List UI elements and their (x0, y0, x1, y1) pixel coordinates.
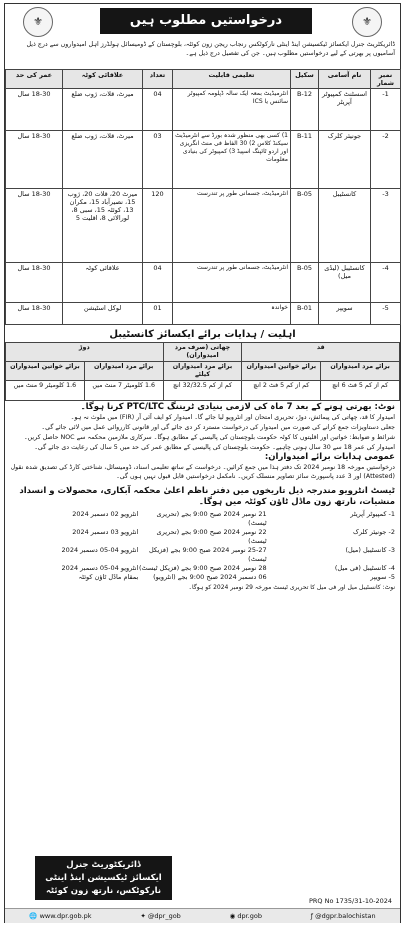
cell-age: 18-30 سال (6, 263, 63, 303)
col-header: نمبر شمار (371, 70, 401, 89)
cell-scale: B-01 (291, 303, 319, 325)
cell-age: 18-30 سال (6, 303, 63, 325)
schedule-post: 2- جونیئر کلرک (353, 528, 395, 536)
col-header: نام آسامی (319, 70, 371, 89)
sub-header: برائے مرد امیدواران (84, 362, 163, 381)
notes-section (5, 401, 400, 484)
instagram-handle[interactable]: dpr.gob (237, 912, 262, 920)
prq-number: PRQ No 1735/31-10-2024 (308, 897, 392, 905)
schedule-post: 5- سویپر (370, 573, 395, 581)
sub-header: برائے خواتین امیدواران (242, 362, 321, 381)
col-header: تعلیمی قابلیت (173, 70, 291, 89)
government-emblem-right: ⚜ (352, 7, 382, 37)
note-paragraph: امیدوار کا قد، چھاتی کی پیمائش، دوڑ، تحریری امتحان اور انٹرویو لیا جائے گا۔ امیدوار کو ایف آئی آر (FIR) میں ملوث نہ ہو۔ (70, 414, 395, 421)
cell-qualification: انٹرمیڈیٹ، جسمانی طور پر تندرست (173, 263, 291, 303)
table-header-row (6, 70, 401, 89)
col-header: علاقائی کوٹہ (63, 70, 143, 89)
cell-sr: 1- (371, 89, 401, 131)
eligibility-table (5, 342, 400, 401)
table-row (6, 89, 401, 131)
footer-instagram[interactable] (230, 912, 262, 920)
government-emblem-left: ⚜ (23, 7, 53, 37)
table-row (6, 263, 401, 303)
footer-twitter[interactable] (140, 912, 180, 920)
col-header: تعداد (143, 70, 173, 89)
intro-text: ڈائریکٹریٹ جنرل ایکسائز ٹیکسیشن اینڈ اینٹی نارکوٹکس رنجاب ریجن زون کوئٹہ، بلوچستان کے ڈومیسائل ہولڈرز اہل امیدواروں سے درج ذیل آسامیوں پر بھرتی کے لیے درخواستیں مطلوب ہیں۔ جن کی تفصیل درج ذیل ہے۔ (26, 41, 395, 57)
twitter-handle[interactable]: @dpr_gob (147, 912, 181, 920)
cell-scale: B-11 (291, 131, 319, 189)
schedule-note: نوٹ: کانسٹیبل میل اور فی میل کا تحریری ٹیسٹ مورخہ 29 نومبر 2024 کو ہوگا۔ (188, 584, 395, 591)
cell-post: کانسٹیبل (لیڈی میل) (319, 263, 371, 303)
schedule-row (10, 573, 395, 582)
note-paragraph: امیدوار کی عمر 18 سے 30 سال ہونی چاہیے۔ حکومت بلوچستان کی پالیسی کے مطابق عمر کی حد میں 5 سال کی رعایت دی جائے گی۔ (34, 444, 395, 451)
table-row (6, 131, 401, 189)
group-header: قد (242, 343, 400, 362)
schedule-row (10, 546, 395, 564)
cell-quota: علاقائی کوٹہ (63, 263, 143, 303)
schedule-section (5, 486, 400, 591)
authority-line: ڈائریکٹوریٹ جنرل (66, 860, 141, 870)
cell-sr: 5- (371, 303, 401, 325)
table-row (6, 303, 401, 325)
schedule-heading: ٹیسٹ انٹرویو مندرجہ ذیل تاریخوں میں دفتر ناظم اعلیٰ محکمہ آبکاری، محصولات و انسداد منشیات، نارتھ زون ماڈل ٹاؤن کوئٹہ میں ہوگا۔ (19, 486, 395, 507)
schedule-row (10, 564, 395, 573)
header (5, 4, 400, 40)
sub-header: برائے مرد امیدواران کیلئے (163, 362, 242, 381)
schedule-test: 21 نومبر 2024 صبح 9:00 بجے (تحریری ٹیسٹ) (156, 510, 267, 527)
cell-quota: میرٹ، قلات، ژوب ضلع (63, 89, 143, 131)
general-instructions: درخواستیں مورخہ 18 نومبر 2024 تک دفتر ہذا میں جمع کرائیں۔ درخواست کے ساتھ تعلیمی اسناد، ڈومیسائل، شناختی کارڈ کی تصدیق شدہ نقول (Attested) اور 3 عدد پاسپورٹ سائز تصاویر منسلک کریں۔ نامکمل درخواستیں قابل قبول نہیں ہوں گی۔ (10, 464, 395, 480)
eligibility-value: کم از کم 32/32.5 انچ (163, 381, 242, 401)
instagram-icon: ◉ (229, 912, 236, 920)
notes-heading: نوٹ: بھرتی ہونے کے بعد 7 ماہ کی لازمی بنیادی ٹریننگ PTC/LTC کرنا ہوگا۔ (80, 402, 395, 412)
cell-count: 03 (143, 131, 173, 189)
note-paragraph: شرائط و ضوابط: خواتین اور اقلیتوں کا کوٹہ حکومت بلوچستان کی پالیسی کے مطابق ہوگا۔ سرکاری ملازمین محکمہ سے NOC حاصل کریں۔ (23, 434, 395, 441)
schedule-post: 4- کانسٹیبل (فی میل) (334, 564, 395, 572)
cell-count: 01 (143, 303, 173, 325)
schedule-interview: انٹرویو 04-05 دسمبر 2024 (61, 546, 139, 554)
schedule-test: 22 نومبر 2024 صبح 9:00 بجے (تحریری ٹیسٹ) (156, 528, 267, 545)
eligibility-value: کم از کم 5 فٹ 2 انچ (242, 381, 321, 401)
eligibility-value: 1.6 کلومیٹر 7 منٹ میں (84, 381, 163, 401)
advertisement-page (4, 3, 401, 923)
schedule-interview: انٹرویو 04-05 دسمبر 2024 (61, 564, 139, 572)
footer-bar (5, 908, 400, 923)
cell-post: کانسٹیبل (319, 189, 371, 263)
cell-age: 18-30 سال (6, 131, 63, 189)
globe-icon: 🌐 (29, 912, 38, 920)
schedule-row (10, 528, 395, 546)
cell-count: 04 (143, 263, 173, 303)
facebook-handle[interactable]: @dgpr.balochistan (315, 912, 376, 920)
facebook-icon: ƒ (310, 912, 314, 920)
sub-header: برائے خواتین امیدواران (6, 362, 85, 381)
schedule-test: 06 دسمبر 2024 صبح 9:00 بجے (انٹرویو) (153, 573, 267, 581)
schedule-test: 28 نومبر 2024 صبح 9:00 بجے (فزیکل ٹیسٹ) (139, 564, 267, 572)
cell-age: 18-30 سال (6, 189, 63, 263)
general-instructions-heading: عمومی ہدایات برائے امیدواران: (264, 452, 395, 462)
page-title: درخواستیں مطلوب ہیں (100, 8, 312, 34)
cell-post: اسسٹنٹ کمپیوٹر آپریٹر (319, 89, 371, 131)
schedule-interview: انٹرویو 02 دسمبر 2024 (72, 510, 139, 518)
cell-sr: 4- (371, 263, 401, 303)
schedule-interview: انٹرویو 03 دسمبر 2024 (72, 528, 139, 536)
cell-quota: لوکل اسٹیشن (63, 303, 143, 325)
authority-line: ایکسائز ٹیکسیشن اینڈ اینٹی (45, 873, 162, 883)
group-header: چھاتی (صرف مرد امیدواران) (163, 343, 242, 362)
cell-scale: B-05 (291, 263, 319, 303)
cell-qualification: انٹرمیڈیٹ، جسمانی طور پر تندرست (173, 189, 291, 263)
eligibility-value: کم از کم 5 فٹ 6 انچ (321, 381, 400, 401)
schedule-post: 3- کانسٹیبل (میل) (345, 546, 395, 554)
schedule-row (10, 510, 395, 528)
cell-sr: 3- (371, 189, 401, 263)
cell-qualification: خواندہ (173, 303, 291, 325)
note-paragraph: جعلی دستاویزات جمع کرانے کی صورت میں امیدوار کی درخواست مسترد کر دی جائے گی اور قانونی کارروائی عمل میں لائی جائے گی۔ (41, 424, 395, 431)
footer-web[interactable] (29, 912, 91, 920)
schedule-interview: بمقام ماڈل ٹاؤن کوئٹہ (78, 573, 139, 581)
cell-qualification: 1) کسی بھی منظور شدہ بورڈ سے انٹرمیڈیٹ سیکنڈ کلاس 2) 30 الفاظ فی منٹ انگریزی اور اردو ٹائپنگ اسپیڈ 3) کمپیوٹر کی بنیادی معلومات (173, 131, 291, 189)
col-header: سکیل (291, 70, 319, 89)
web-link[interactable]: www.dpr.gob.pk (39, 912, 92, 920)
cell-qualification: انٹرمیڈیٹ بمعہ ایک سالہ ڈپلومہ کمپیوٹر سائنس یا ICS (173, 89, 291, 131)
cell-post: جونیئر کلرک (319, 131, 371, 189)
cell-quota: میرٹ 20، قلات 20، ژوب 15، نصیرآباد 15، مکران 13، کوئٹہ 15، سبی 8، لورالائی 8، اقلیت 5 (63, 189, 143, 263)
schedule-test: 25-27 نومبر 2024 صبح 9:00 بجے (فزیکل ٹیسٹ) (148, 546, 267, 563)
schedule-post: 1- کمپیوٹر آپریٹر (350, 510, 395, 518)
cell-post: سویپر (319, 303, 371, 325)
authority-line: نارکوٹکس، نارتھ زون کوئٹہ (45, 886, 162, 896)
cell-scale: B-12 (291, 89, 319, 131)
table-row (6, 189, 401, 263)
cell-quota: میرٹ، قلات، ژوب ضلع (63, 131, 143, 189)
eligibility-title: اہلیت / ہدایات برائے ایکسائز کانسٹیبل (109, 329, 296, 340)
sub-header: برائے مرد امیدواران (321, 362, 400, 381)
cell-count: 04 (143, 89, 173, 131)
group-header: دوڑ (6, 343, 164, 362)
cell-scale: B-05 (291, 189, 319, 263)
cell-count: 120 (143, 189, 173, 263)
issuing-authority-box (35, 856, 172, 900)
twitter-icon: ✦ (140, 912, 146, 920)
eligibility-value: 1.6 کلومیٹر 9 منٹ میں (6, 381, 85, 401)
footer-facebook[interactable] (311, 912, 376, 920)
cell-age: 18-30 سال (6, 89, 63, 131)
vacancies-table (5, 69, 401, 325)
cell-sr: 2- (371, 131, 401, 189)
col-header: عمر کی حد (6, 70, 63, 89)
